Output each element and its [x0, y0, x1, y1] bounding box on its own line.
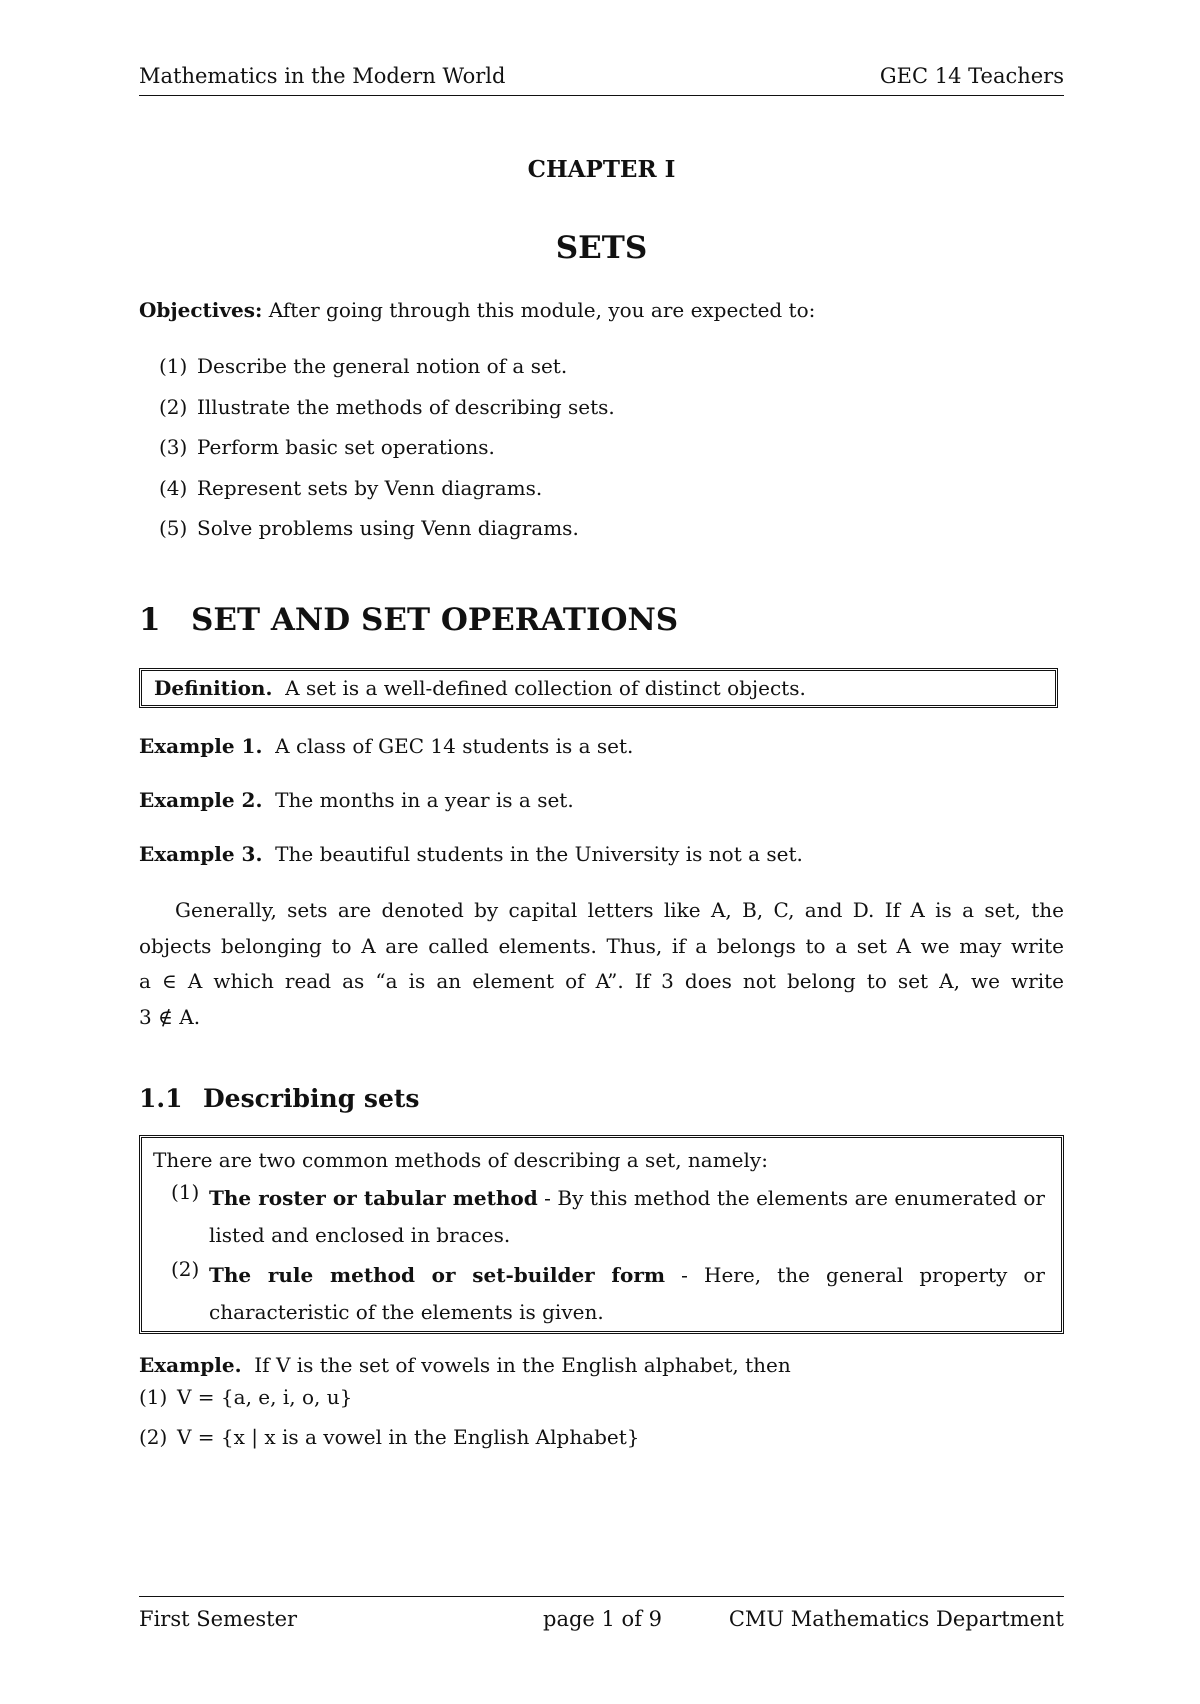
list-item — [139, 1385, 640, 1425]
item-text: Perform basic set operations. — [197, 435, 495, 459]
item-number: (5) — [159, 516, 188, 540]
item-text: Illustrate the methods of describing sets. — [197, 394, 615, 419]
item-text-line — [209, 1257, 1045, 1294]
example-text: A class of GEC 14 students is a set. — [275, 734, 634, 758]
subsection-heading — [139, 1084, 420, 1113]
item-number: (1) — [139, 1385, 168, 1409]
item-number: (1) — [159, 354, 188, 378]
example-2 — [139, 788, 574, 812]
item-text-line — [209, 1180, 1045, 1217]
footer-page-number: page 1 of 9 — [543, 1607, 662, 1631]
methods-box — [139, 1135, 1064, 1334]
header-course-title: Mathematics in the Modern World — [139, 64, 506, 88]
definition-box — [139, 668, 1058, 708]
example-3 — [139, 842, 803, 866]
item-text-line: listed and enclosed in braces. — [209, 1223, 511, 1247]
item-text: V = {a, e, i, o, u} — [177, 1385, 353, 1409]
list-item — [171, 1257, 1045, 1331]
item-number: (2) — [171, 1257, 200, 1281]
objectives-list — [159, 354, 615, 557]
example-text: The beautiful students in the University is not a set. — [275, 842, 803, 866]
body-paragraph — [139, 893, 1064, 1035]
list-item — [159, 435, 615, 476]
subsection-title: Describing sets — [203, 1084, 420, 1113]
paragraph-line: a ∈ A which read as “a is an element of A”. If 3 does not belong to set A, we write — [139, 969, 1064, 993]
definition-text: A set is a well-defined collection of distinct objects. — [285, 676, 806, 700]
paragraph-line: 3 ∉ A. — [139, 1004, 201, 1029]
list-item — [159, 476, 615, 517]
list-item — [171, 1180, 1045, 1254]
list-item — [139, 1425, 640, 1465]
item-number: (3) — [159, 435, 188, 459]
example-text: The months in a year is a set. — [275, 788, 574, 812]
objectives-intro — [139, 298, 815, 322]
method-name: The roster or tabular method — [209, 1186, 538, 1210]
example-list — [139, 1385, 640, 1465]
page-title: SETS — [555, 230, 648, 266]
item-text-line: characteristic of the elements is given. — [209, 1300, 604, 1324]
method-description: - By this method the elements are enumerated or — [537, 1186, 1045, 1210]
objectives-label: Objectives: — [139, 298, 263, 322]
item-text: Solve problems using Venn diagrams. — [197, 516, 579, 540]
example-label: Example 1. — [139, 734, 263, 758]
methods-intro: There are two common methods of describing a set, namely: — [153, 1148, 768, 1172]
method-name: The rule method or set-builder form — [209, 1263, 666, 1287]
item-text: Represent sets by Venn diagrams. — [197, 475, 543, 500]
example-intro — [139, 1353, 791, 1377]
page-header — [139, 64, 1064, 88]
item-text: V = {x | x is a vowel in the English Alphabet} — [177, 1425, 640, 1449]
example-label: Example 3. — [139, 842, 263, 866]
header-course-code: GEC 14 Teachers — [879, 64, 1064, 88]
item-number: (2) — [139, 1425, 168, 1449]
item-number: (1) — [171, 1180, 200, 1204]
section-number: 1 — [139, 602, 161, 638]
item-text: Describe the general notion of a set. — [197, 354, 568, 378]
paragraph-line: Generally, sets are denoted by capital letters like A, B, C, and D. If A is a set, the — [175, 898, 1064, 922]
section-title: SET AND SET OPERATIONS — [191, 602, 679, 638]
list-item — [159, 516, 615, 557]
definition-label: Definition. — [154, 676, 273, 700]
document-page — [139, 0, 1064, 1704]
item-number: (4) — [159, 475, 188, 500]
footer-semester: First Semester — [139, 1607, 298, 1631]
section-heading — [139, 602, 678, 638]
list-item — [159, 395, 615, 436]
subsection-number: 1.1 — [139, 1084, 183, 1113]
footer-rule — [139, 1596, 1064, 1597]
example-label: Example. — [139, 1353, 242, 1377]
footer-department: CMU Mathematics Department — [728, 1607, 1064, 1631]
method-description: - Here, the general property or — [665, 1263, 1045, 1287]
example-label: Example 2. — [139, 788, 263, 812]
example-1 — [139, 734, 633, 758]
list-item — [159, 354, 615, 395]
objectives-text: After going through this module, you are expected to: — [268, 298, 816, 322]
header-rule — [139, 95, 1064, 96]
item-number: (2) — [159, 394, 188, 419]
chapter-label: CHAPTER I — [527, 156, 676, 183]
example-text: If V is the set of vowels in the English alphabet, then — [254, 1353, 791, 1377]
paragraph-line: objects belonging to A are called elements. Thus, if a belongs to a set A we may write — [139, 933, 1064, 958]
